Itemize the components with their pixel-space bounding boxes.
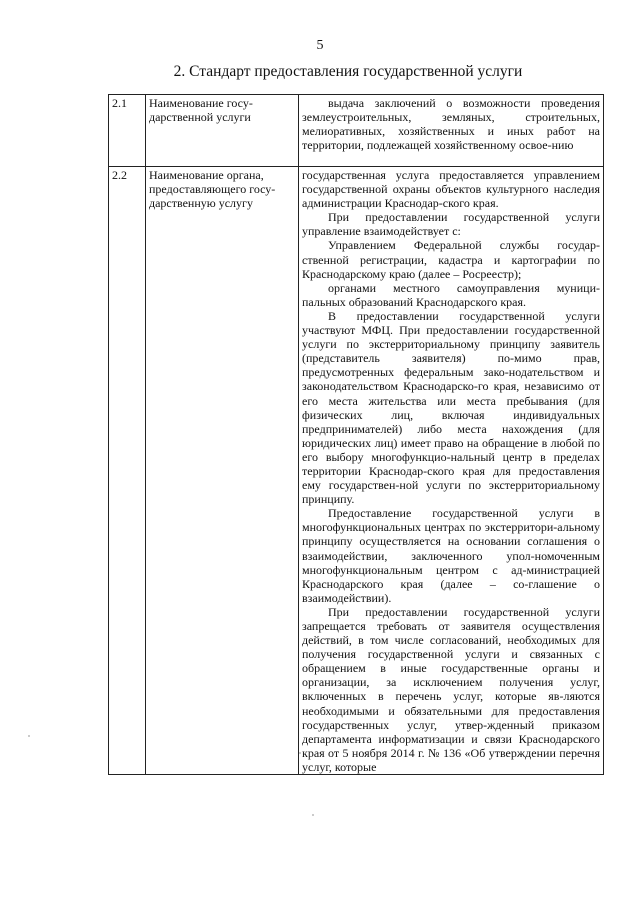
- table-row: [109, 167, 604, 775]
- scan-speck: [28, 735, 30, 737]
- row-value: [299, 95, 604, 167]
- row-paragraph: выдача заключений о возможности проведения землеустроительных, земляных, строительных, мелиоративных, хозяйственных и иных работ на территории, подлежащей хозяйственному освое-нию: [302, 96, 600, 153]
- row-paragraph: государственная услуга предоставляется управлением государственной охраны объектов культурного наследия администрации Краснодар-ского края.: [302, 168, 600, 211]
- row-paragraph: В предоставлении государственной услуги участвуют МФЦ. При предоставлении государственной услуги по экстерриториальному принципу заявитель (представитель заявителя) по-мимо прав, предусмотренных федеральным зако-нодательством и законодательством Краснодарско-го края, независимо от его места жительства или места пребывания (для физических лиц, включая индивидуальных предпринимателей) либо места нахождения (для юридических лиц) имеет право на обращение в любой по его выбору многофункцио-нальный центр в пределах территории Краснодар-ского края для предоставления ему государствен-ной услуги по экстерриториальному принципу.: [302, 308, 600, 507]
- section-title: 2. Стандарт предоставления государственной услуги: [173, 63, 523, 80]
- scan-speck: [312, 814, 314, 816]
- row-value: [299, 167, 604, 775]
- row-number: 2.1: [109, 95, 146, 167]
- row-name: Наименование госу-дарственной услуги: [146, 95, 299, 167]
- scan-speck: [299, 752, 301, 754]
- row-paragraph: органами местного самоуправления муници-пальных образований Краснодарского края.: [302, 280, 600, 309]
- row-number: 2.2: [109, 167, 146, 775]
- row-paragraph: При предоставлении государственной услуги управление взаимодействует с:: [302, 210, 600, 239]
- row-paragraph: Управлением Федеральной службы государ-ственной регистрации, кадастра и картографии по Краснодарскому краю (далее – Росреестр);: [302, 238, 600, 281]
- row-paragraph: Предоставление государственной услуги в многофункциональных центрах по экстерритори-альному принципу осуществляется на основании соглашения о взаимодействии, заключенного упол-номоченным многофункциональным центром с ад-министрацией Краснодарского края (далее – со-глашение о взаимодействии).: [302, 506, 600, 605]
- standard-table: [108, 94, 604, 775]
- table-row: [109, 95, 604, 167]
- row-paragraph: При предоставлении государственной услуги запрещается требовать от заявителя осуществления действий, в том числе согласований, необходимых для получения государственной услуги и связанных с обращением в иные государственные органы и организации, за исключением получения услуг, включенных в перечень услуг, которые яв-ляются необходимыми и обязательными для предоставления государственных услуг, утвер-жденный приказом департамента информатизации и связи Краснодарского края от 5 ноября 2014 г. № 136 «Об утверждении перечня услуг, которые: [302, 604, 600, 774]
- page-number: 5: [316, 38, 324, 53]
- row-name: Наименование органа, предоставляющего госу-дарственную услугу: [146, 167, 299, 775]
